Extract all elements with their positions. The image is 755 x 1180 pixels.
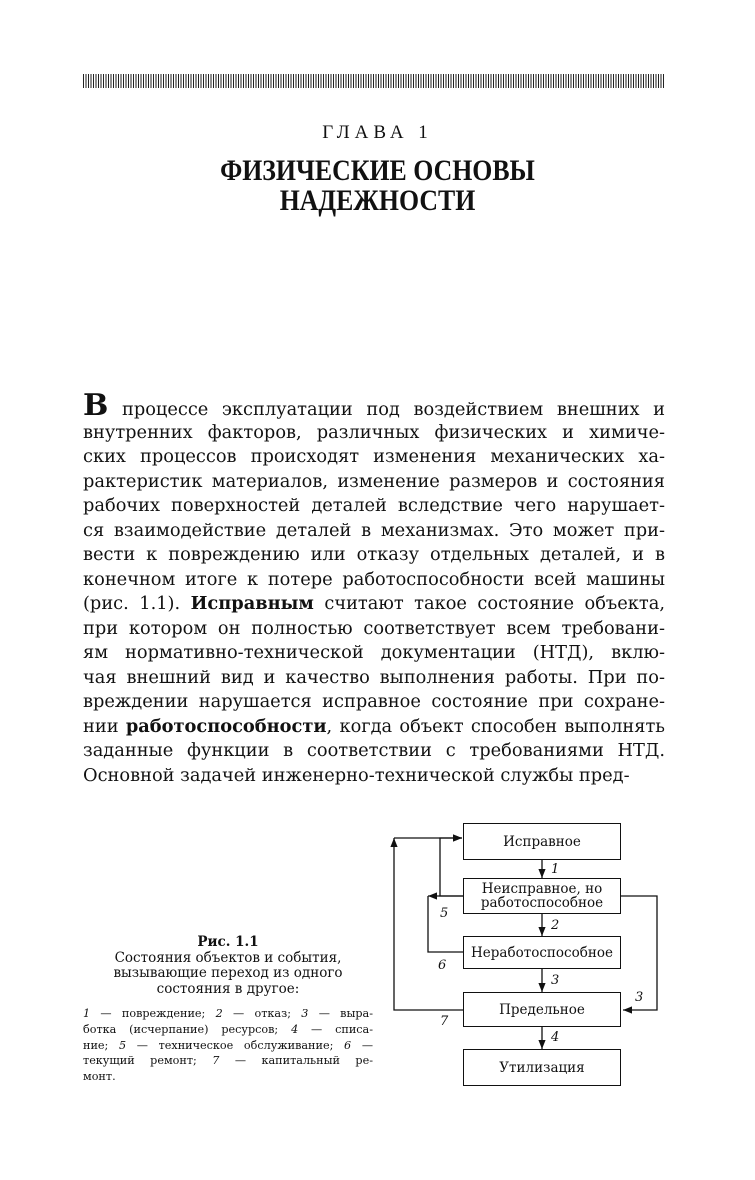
text-line: конечном итоге к потере работоспособности всей машины xyxy=(83,568,665,590)
legend-line xyxy=(83,1053,373,1069)
arrow-label-3-right: 3 xyxy=(635,990,644,1005)
legend-text: — техническое обслуживание; xyxy=(126,1038,345,1052)
state-label: Неисправное, но xyxy=(481,881,603,897)
text-line: внутренних факторов, различных физических и химиче- xyxy=(83,421,665,443)
chapter-title xyxy=(53,156,702,216)
chapter-title-line-1: ФИЗИЧЕСКИЕ ОСНОВЫ xyxy=(220,154,535,187)
arrow-label-4: 4 xyxy=(551,1030,560,1045)
term-operability: работоспособности xyxy=(125,715,327,737)
arrow-7 xyxy=(394,838,464,1010)
legend-line xyxy=(83,1022,373,1038)
text-span: , когда объект способен выполнять xyxy=(326,715,665,737)
text-line: при котором он полностью соответствует всем требовани- xyxy=(83,617,665,639)
state-limiting xyxy=(463,992,621,1027)
legend-line xyxy=(83,1006,373,1022)
legend-line: монт. xyxy=(83,1070,116,1084)
legend-text: — xyxy=(351,1038,374,1052)
caption-line: вызывающие переход из одного xyxy=(113,965,343,981)
body-paragraph xyxy=(83,388,665,788)
legend-text: ботка (исчерпание) ресурсов; xyxy=(83,1022,292,1036)
arrow-label-7: 7 xyxy=(440,1014,449,1029)
state-diagram xyxy=(380,812,670,1102)
legend-text: — повреждение; xyxy=(90,1007,216,1020)
text-span: считают такое состояние объекта, xyxy=(313,593,665,614)
text-line: Основной задачей инженерно-технической службы пред- xyxy=(83,764,630,786)
text-span: нии xyxy=(83,715,126,737)
text-line: вреждении нарушается исправное состояние при сохране- xyxy=(83,691,665,712)
state-label: Утилизация xyxy=(499,1059,585,1076)
arrow-label-5: 5 xyxy=(440,906,449,921)
text-line xyxy=(83,388,665,423)
drop-cap: В xyxy=(83,388,109,423)
legend-num: 5 xyxy=(118,1038,127,1052)
text-line: ся взаимодействие деталей в механизмах. Это может при- xyxy=(83,519,665,541)
legend-num: 1 xyxy=(83,1007,91,1020)
legend-text: текущий ремонт; xyxy=(83,1054,213,1068)
legend-text: — списа- xyxy=(298,1022,373,1036)
state-faulty-operable xyxy=(463,878,621,914)
legend-num: 7 xyxy=(212,1054,220,1068)
arrow-label-1: 1 xyxy=(551,862,560,877)
state-label: работоспособное xyxy=(480,895,604,911)
text-line: заданные функции в соответствии с требованиями НТД. xyxy=(83,740,665,761)
chapter-label: ГЛАВА 1 xyxy=(322,122,433,143)
state-label: Исправное xyxy=(503,833,581,850)
state-label: Неработоспособное xyxy=(471,944,613,961)
state-inoperable xyxy=(463,936,621,969)
arrow-5 xyxy=(440,838,464,896)
figure-caption xyxy=(83,935,373,997)
arrow-label-6: 6 xyxy=(438,958,447,973)
chapter-title-line-2: НАДЕЖНОСТИ xyxy=(279,184,476,217)
legend-text: — отказ; xyxy=(222,1007,302,1020)
state-serviceable xyxy=(463,823,621,860)
arrow-label-3: 3 xyxy=(551,973,560,988)
state-label: Предельное xyxy=(499,1001,585,1018)
arrow-6 xyxy=(428,896,464,952)
legend-line xyxy=(83,1038,373,1054)
text-line xyxy=(83,715,665,740)
header-rule xyxy=(83,74,665,88)
text-span: (рис. 1.1). xyxy=(83,593,191,614)
legend-num: 2 xyxy=(215,1007,223,1020)
legend-text: — капитальный ре- xyxy=(219,1054,373,1068)
arrow-label-2: 2 xyxy=(551,918,560,933)
text-line: чая внешний вид и качество выполнения работы. При по- xyxy=(83,666,665,688)
text-line: ских процессов происходят изменения механических ха- xyxy=(83,446,665,467)
legend-text: ние; xyxy=(83,1038,119,1052)
legend-text: — выра- xyxy=(308,1007,373,1020)
term-serviceable: Исправным xyxy=(190,593,314,614)
figure-title: Рис. 1.1 xyxy=(197,934,259,950)
text-span: процессе эксплуатации под воздействием внешних и xyxy=(108,399,665,420)
legend-num: 4 xyxy=(291,1022,299,1036)
text-line: рабочих поверхностей деталей вследствие чего нарушает- xyxy=(83,495,665,516)
caption-line: Состояния объектов и события, xyxy=(114,949,342,966)
state-disposal xyxy=(463,1049,621,1086)
caption-line: состояния в другое: xyxy=(156,980,300,997)
text-line xyxy=(83,592,665,617)
text-line: вести к повреждению или отказу отдельных деталей, и в xyxy=(83,544,665,565)
legend-num: 3 xyxy=(301,1007,309,1020)
figure-legend xyxy=(83,1006,373,1085)
text-line: рактеристик материалов, изменение размеров и состояния xyxy=(83,470,665,492)
text-line: ям нормативно-технической документации (НТД), вклю- xyxy=(83,642,665,663)
legend-num: 6 xyxy=(344,1038,352,1052)
